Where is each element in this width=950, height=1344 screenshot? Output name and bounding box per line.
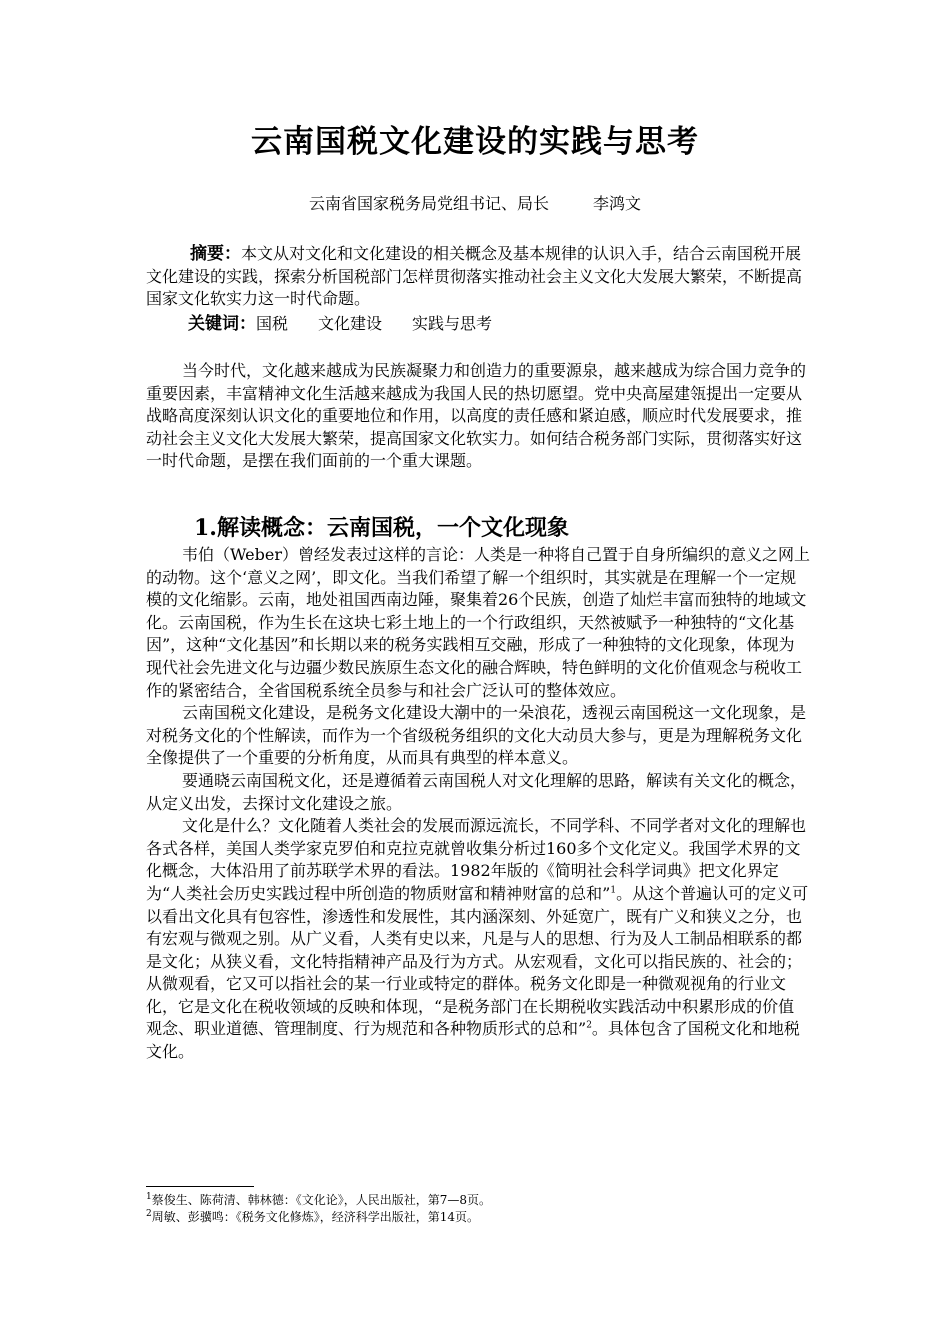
abstract-label: 摘要： <box>190 244 241 264</box>
footnote-text: 周敏、彭骥鸣：《税务文化修炼》，经济科学出版社，第14页。 <box>151 1210 480 1224</box>
author-position: 云南省国家税务局党组书记、局长 <box>308 194 549 213</box>
section-heading: 1.解读概念：云南国税，一个文化现象 <box>194 515 569 541</box>
footnote-separator <box>146 1186 254 1187</box>
footnote <box>146 1209 810 1226</box>
section-body <box>146 544 810 1064</box>
footnote-mark: 2 <box>146 1209 152 1219</box>
footnote-ref: 2 <box>586 1021 592 1032</box>
keyword: 国税 <box>256 314 289 333</box>
keyword: 实践与思考 <box>412 314 493 333</box>
keywords <box>188 313 852 336</box>
intro-section <box>146 360 810 473</box>
body-paragraph: 韦伯（Weber）曾经发表过这样的言论：人类是一种将自己置于自身所编织的意义之网上的动物。这个‘意义之网’，即文化。当我们希望了解一个组织时，其实就是在理解一个一定规模的文化缩影。云南，地处祖国西南边陲，聚集着26个民族，创造了灿烂丰富而独特的地域文化。云南国税，作为生长在这块七彩土地上的一个行政组织，天然被赋予一种独特的“文化基因”，这种“文化基因”和长期以来的税务实践相互交融，形成了一种独特的文化现象，体现为现代社会先进文化与边疆少数民族原生态文化的融合辉映，特色鲜明的文化价值观念与税收工作的紧密结合，全省国税系统全员参与和社会广泛认可的整体效应。 <box>146 545 810 700</box>
author-line <box>0 192 950 216</box>
paragraph-text: 。具体包含了国税文化和地税文化。 <box>146 1019 800 1062</box>
footnote <box>146 1192 810 1209</box>
body-paragraph <box>146 815 810 1064</box>
body-paragraph: 云南国税文化建设，是税务文化建设大潮中的一朵浪花，透视云南国税这一文化现象，是对税务文化的个性解读，而作为一个省级税务组织的文化大动员大参与，更是为理解税务文化全像提供了一个重要的分析角度，从而具有典型的样本意义。 <box>146 703 807 768</box>
footnotes <box>146 1192 810 1226</box>
author-name: 李鸿文 <box>593 194 642 213</box>
body-paragraph: 要通晓云南国税文化，还是遵循着云南国税人对文化理解的思路，解读有关文化的概念，从定义出发，去探讨文化建设之旅。 <box>146 770 807 813</box>
keyword: 文化建设 <box>318 314 383 333</box>
keywords-label: 关键词： <box>188 314 256 334</box>
paragraph-text: 。从这个普遍认可的定义可以看出文化具有包容性，渗透性和发展性，其内涵深刻、外延宽广，既有广义和狭义之分，也有宏观与微观之别。从广义看，人类有史以来，凡是与人的思想、行为及人工制品相联系的都是文化；从狭义看，文化特指精神产品及行为方式。从宏观看，文化可以指民族的、社会的；从微观看，它又可以指社会的某一行业或特定的群体。税务文化即是一种微观视角的行业文化，它是文化在税收领域的反映和体现，“是税务部门在长期税收实践活动中积累形成的价值观念、职业道德、管理制度、行为规范和各种物质形式的总和” <box>146 883 809 1039</box>
abstract-text: 本文从对文化和文化建设的相关概念及基本规律的认识入手，结合云南国税开展文化建设的实践，探索分析国税部门怎样贯彻落实推动社会主义文化大发展大繁荣，不断提高国家文化软实力这一时代命题。 <box>146 244 803 309</box>
footnote-ref: 1 <box>610 885 617 896</box>
footnote-text: 蔡俊生、陈荷清、韩林德：《文化论》，人民出版社，第7—8页。 <box>151 1193 492 1207</box>
footnote-mark: 1 <box>146 1192 152 1202</box>
intro-paragraph: 当今时代，文化越来越成为民族凝聚力和创造力的重要源泉，越来越成为综合国力竞争的重要因素，丰富精神文化生活越来越成为我国人民的热切愿望。党中央高屋建瓴提出一定要从战略高度深刻认识文化的重要地位和作用，以高度的责任感和紧迫感，顺应时代发展要求，推动社会主义文化大发展大繁荣，提高国家文化软实力。如何结合税务部门实际，贯彻落实好这一时代命题，是摆在我们面前的一个重大课题。 <box>146 361 807 471</box>
document-title: 云南国税文化建设的实践与思考 <box>251 124 699 160</box>
paragraph-text: 文化是什么？文化随着人类社会的发展而源远流长，不同学科、不同学者对文化的理解也各式各样，美国人类学家克罗伯和克拉克就曾收集分析过160多个文化定义。我国学术界的文化概念，大体沿用了前苏联学术界的看法。1982年版的《简明社会科学词典》把文化界定为“人类社会历史实践过程中所创造的物质财富和精神财富的总和” <box>146 816 807 903</box>
abstract <box>146 243 810 311</box>
